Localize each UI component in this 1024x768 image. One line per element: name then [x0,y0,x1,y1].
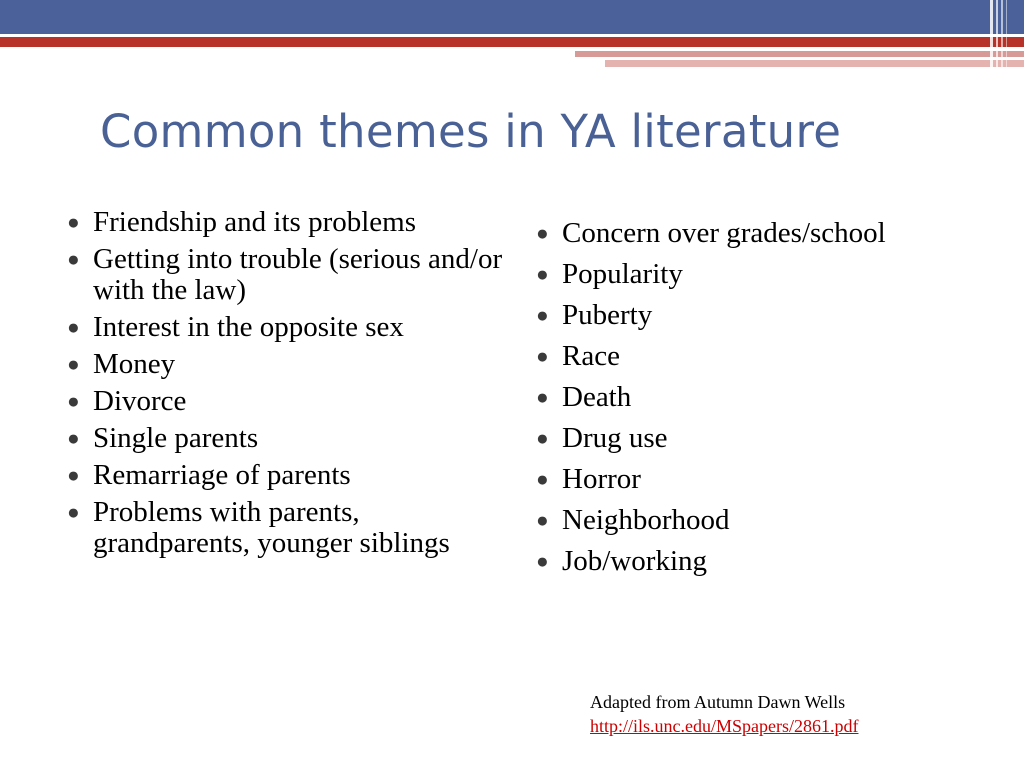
list-item: ● Horror [533,459,933,499]
left-theme-list [64,207,514,565]
list-item: ● Neighborhood [533,500,933,540]
slide-title: Common themes in YA literature [100,105,842,158]
bullet-icon: ● [536,385,549,409]
bullet-icon: ● [536,467,549,491]
bullet-icon: ● [536,508,549,532]
bullet-icon: ● [67,426,80,450]
list-item: ● Concern over grades/school [533,213,933,253]
bullet-icon: ● [536,426,549,450]
bullet-icon: ● [536,549,549,573]
bullet-icon: ● [67,315,80,339]
list-item: ● Death [533,377,933,417]
list-item: ● Problems with parents, grandparents, younger siblings [67,496,450,559]
citation-link[interactable]: http://ils.unc.edu/MSpapers/2861.pdf [590,716,859,736]
list-item: ● Popularity [533,254,933,294]
bullet-icon: ● [67,500,80,524]
bullet-icon: ● [67,352,80,376]
bullet-icon: ● [536,303,549,327]
bullet-icon: ● [536,262,549,286]
list-item: ● Getting into trouble (serious and/or with the law) [67,243,503,306]
list-item: ● Divorce [67,385,187,417]
bullet-icon: ● [536,221,549,245]
bullet-icon: ● [67,463,80,487]
list-item: ● Job/working [533,541,933,581]
citation-block [590,690,1010,738]
list-item: ● Drug use [533,418,933,458]
list-item: ● Friendship and its problems [67,206,417,238]
list-item: ● Race [533,336,933,376]
list-item: ● Remarriage of parents [67,459,351,491]
bullet-icon: ● [67,389,80,413]
citation-text: Adapted from Autumn Dawn Wells [590,692,846,712]
list-item: ● Money [67,348,176,380]
bullet-icon: ● [536,344,549,368]
header-decoration-band [0,0,1024,72]
list-item: ● Interest in the opposite sex [67,311,404,343]
right-theme-list [533,213,933,582]
bullet-icon: ● [67,210,80,234]
list-item: ● Puberty [533,295,933,335]
list-item: ● Single parents [67,422,259,454]
bullet-icon: ● [67,247,80,271]
